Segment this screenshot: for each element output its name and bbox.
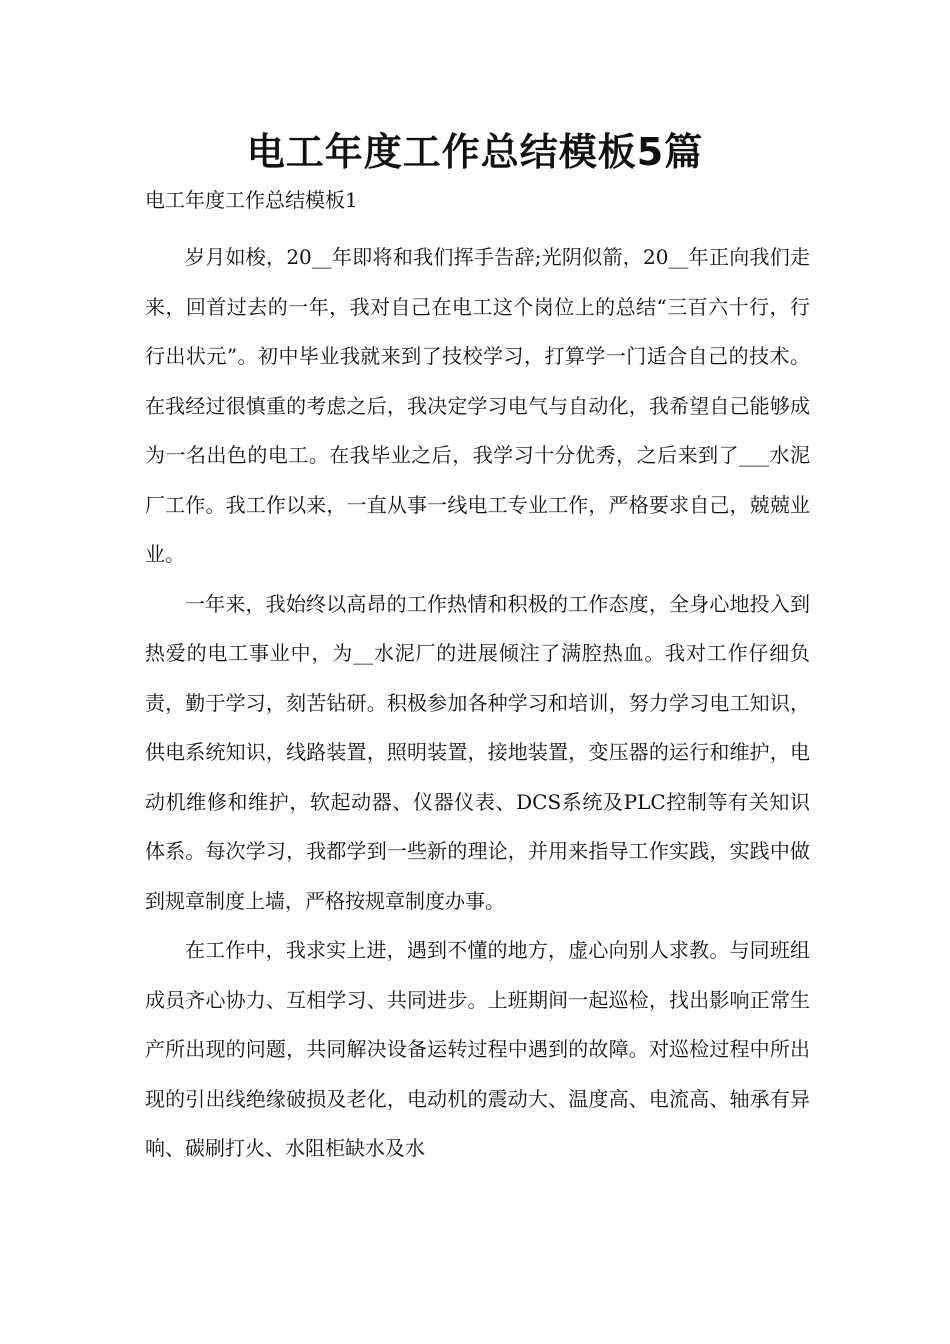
document-title: 电工年度工作总结模板5篇 xyxy=(246,130,704,174)
body-paragraph-1: 岁月如梭，20__年即将和我们挥手告辞;光阴似箭，20__年正向我们走来，回首过去的一年，我对自己在电工这个岗位上的总结“三百六十行，行行出状元”。初中毕业我就来到了技校学习，打算学一门适合自己的技术。在我经过很慎重的考虑之后，我决定学习电气与自动化，我希望自己能够成为一名出色的电工。在我毕业之后，我学习十分优秀，之后来到了___水泥厂工作。我工作以来，一直从事一线电工专业工作，严格要求自己，兢兢业业。 xyxy=(145,245,810,566)
document-body xyxy=(145,233,810,1174)
section-heading: 电工年度工作总结模板1 xyxy=(145,188,358,212)
body-paragraph-3: 在工作中，我求实上进，遇到不懂的地方，虚心向别人求教。与同班组成员齐心协力、互相学习、共同进步。上班期间一起巡检，找出影响正常生产所出现的问题，共同解决设备运转过程中遇到的故障。对巡检过程中所出现的引出线绝缘破损及老化，电动机的震动大、温度高、电流高、轴承有异响、碳刷打火、水阻柜缺水及水 xyxy=(145,938,810,1160)
body-paragraph-2: 一年来，我始终以高昂的工作热情和积极的工作态度，全身心地投入到热爱的电工事业中，为__水泥厂的进展倾注了满腔热血。我对工作仔细负责，勤于学习，刻苦钻研。积极参加各种学习和培训，努力学习电工知识，供电系统知识，线路装置，照明装置，接地装置，变压器的运行和维护，电动机维修和维护，软起动器、仪器仪表、DCS系统及PLC控制等有关知识体系。每次学习，我都学到一些新的理论，并用来指导工作实践，实践中做到规章制度上墙，严格按规章制度办事。 xyxy=(145,591,810,913)
